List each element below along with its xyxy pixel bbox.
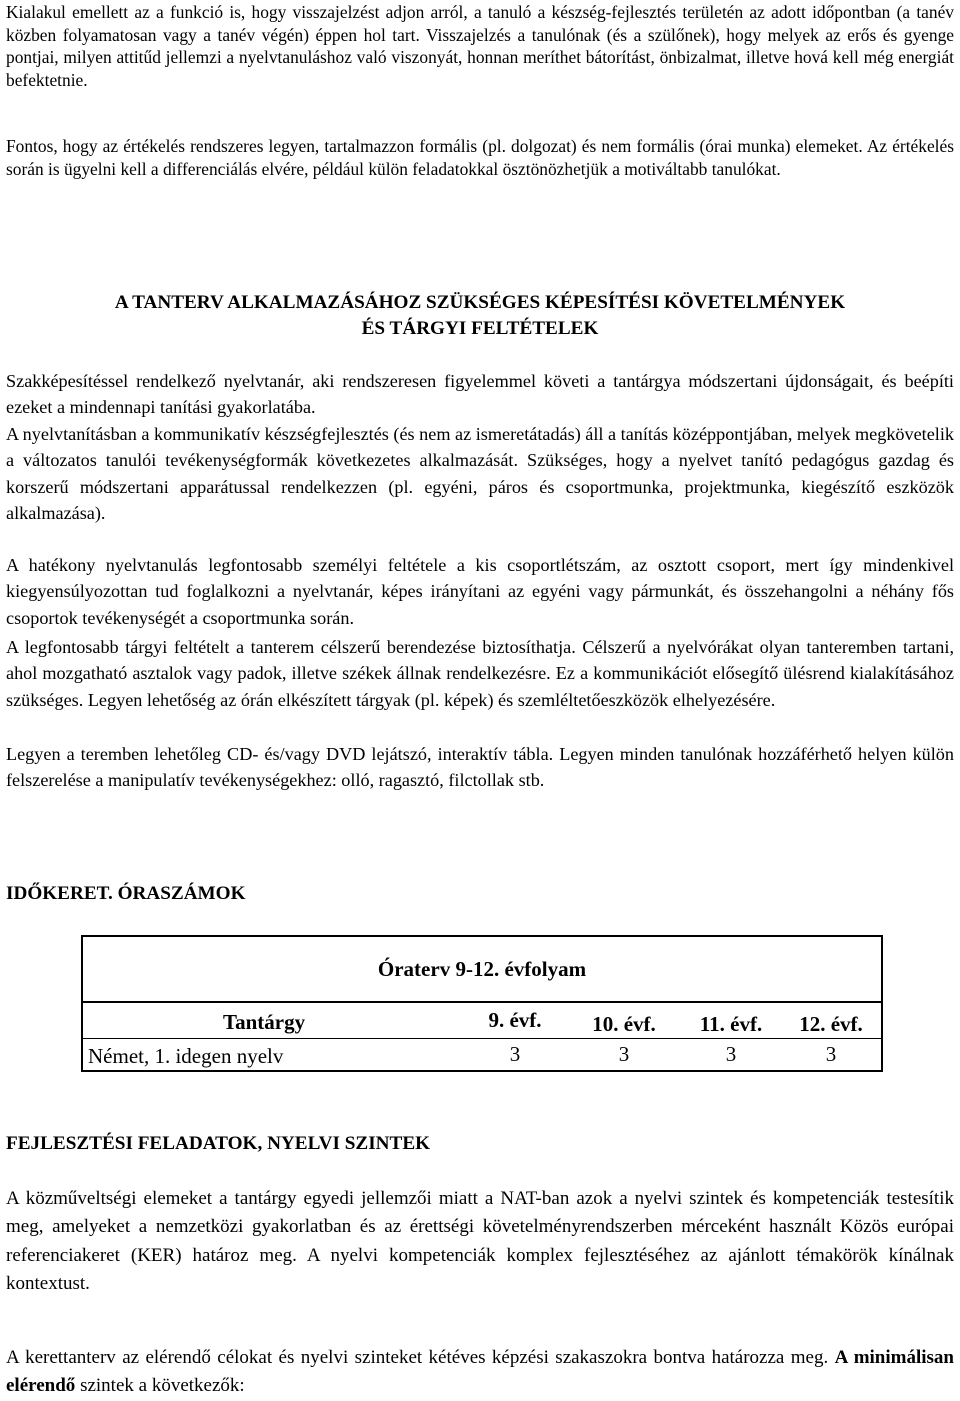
table-divider-top <box>83 1001 881 1003</box>
section-heading-requirements-line1: A TANTERV ALKALMAZÁSÁHOZ SZÜKSÉGES KÉPESÍTÉSI KÖVETELMÉNYEK <box>114 292 846 313</box>
table-header-grade-10: 10. évf. <box>592 1012 656 1036</box>
paragraph-levels-intro <box>6 1344 954 1401</box>
table-header-grade-12: 12. évf. <box>799 1012 863 1036</box>
paragraph-regular-assessment: Fontos, hogy az értékelés rendszeres legyen, tartalmazzon formális (pl. dolgozat) és nem formális (órai munka) elemeket. Az értékelés során is ügyelni kell a differenciálás elvére, például külön feladatokkal ösztönözhetjük a motiváltabb tanulókat. <box>6 136 954 179</box>
section-heading-development-tasks: FEJLESZTÉSI FELADATOK, NYELVI SZINTEK <box>6 1133 431 1154</box>
table-header-subject: Tantárgy <box>223 1010 306 1034</box>
paragraph-small-group: A hatékony nyelvtanulás legfontosabb személyi feltétele a kis csoportlétszám, az osztott csoport, mert így mindenkivel kiegyensúlyozottan tud foglalkozni a nyelvtanár, képes irányítani az egyéni vagy pármunkát, és összehangolni a néhány fős csoportok tevékenységét a csoportmunka során. <box>6 555 954 628</box>
paragraph-competencies: A közműveltségi elemeket a tantárgy egyedi jellemzői miatt a NAT-ban azok a nyelvi szintek és kompetenciák testesítik meg, amelyeket a nemzetközi gyakorlatban és az érettségi követelményrendszerben mérceként használt Közös európai referenciakeret (KER) határoz meg. A nyelvi kompetenciák komplex fejlesztéséhez az ajánlott témakörök kínálnak kontextust. <box>6 1188 954 1294</box>
table-row-grade-11: 3 <box>725 1042 737 1066</box>
section-heading-requirements-line2: ÉS TÁRGYI FELTÉTELEK <box>361 318 599 339</box>
table-title: Óraterv 9-12. évfolyam <box>377 957 587 981</box>
table-header-grade-9: 9. évf. <box>488 1008 542 1032</box>
paragraph-classroom-equipment: A legfontosabb tárgyi feltételt a tanterem célszerű berendezése biztosíthatja. Célszerű a nyelvórákat olyan tanteremben tartani, ahol mozgatható asztalok vagy padok, illetve székek állnak rendelkezésre. Ez a kommunikációt elősegítő ülésrend kialakításához szükséges. Legyen lehetőség az órán elkészített tárgyak (pl. képek) és szemléltetőeszközök elhelyezésére. <box>6 637 954 710</box>
table-row-grade-9: 3 <box>509 1042 521 1066</box>
table-row-grade-12: 3 <box>825 1042 837 1066</box>
paragraph-media-devices: Legyen a teremben lehetőleg CD- és/vagy DVD lejátszó, interaktív tábla. Legyen minden tanulónak hozzáférhető helyen külön felszerelése a manipulatív tevékenységekhez: olló, ragasztó, filctollak stb. <box>6 744 954 791</box>
levels-intro-text: A kerettanterv az elérendő célokat és nyelvi szinteket kétéves képzési szakaszokra bontva határozza meg. <box>6 1347 835 1368</box>
timetable-table <box>81 935 883 1072</box>
table-divider-header <box>83 1038 881 1039</box>
table-row-subject: Német, 1. idegen nyelv <box>88 1044 284 1068</box>
levels-intro-bold: A minimálisan elérendő <box>6 1347 954 1397</box>
paragraph-feedback-function: Kialakul emellett az a funkció is, hogy visszajelzést adjon arról, a tanuló a készség-fejlesztés területén az adott időpontban (a tanév közben folyamatosan vagy a tanév végén) éppen hol tart. Visszajelzés a tanulónak (és a szülőnek), hogy melyek az erős és gyenge pontjai, milyen attitűd jellemzi a nyelvtanuláshoz való viszonyát, honnan meríthet bátorítást, önbizalmat, illetve hová kell még energiát befektetnie. <box>6 2 954 90</box>
table-row-grade-10: 3 <box>618 1042 630 1066</box>
table-header-grade-11: 11. évf. <box>699 1012 763 1036</box>
section-heading-timeframe: IDŐKERET. ÓRASZÁMOK <box>6 883 246 904</box>
paragraph-communicative-skills: A nyelvtanításban a kommunikatív készségfejlesztés (és nem az ismeretátadás) áll a tanítás középpontjában, melyek megkövetelik a változatos tanulói tevékenységformák következetes alkalmazását. Szükséges, hogy a nyelvet tanító pedagógus gazdag és korszerű módszertani apparátussal rendelkezzen (pl. egyéni, páros és csoportmunka, projektmunka, kiegészítő eszközök alkalmazása). <box>6 424 954 524</box>
levels-intro-end: szintek a következők: <box>75 1375 245 1397</box>
paragraph-qualified-teacher: Szakképesítéssel rendelkező nyelvtanár, aki rendszeresen figyelemmel követi a tantárgya módszertani újdonságait, és beépíti ezeket a mindennapi tanítási gyakorlatába. <box>6 371 954 418</box>
